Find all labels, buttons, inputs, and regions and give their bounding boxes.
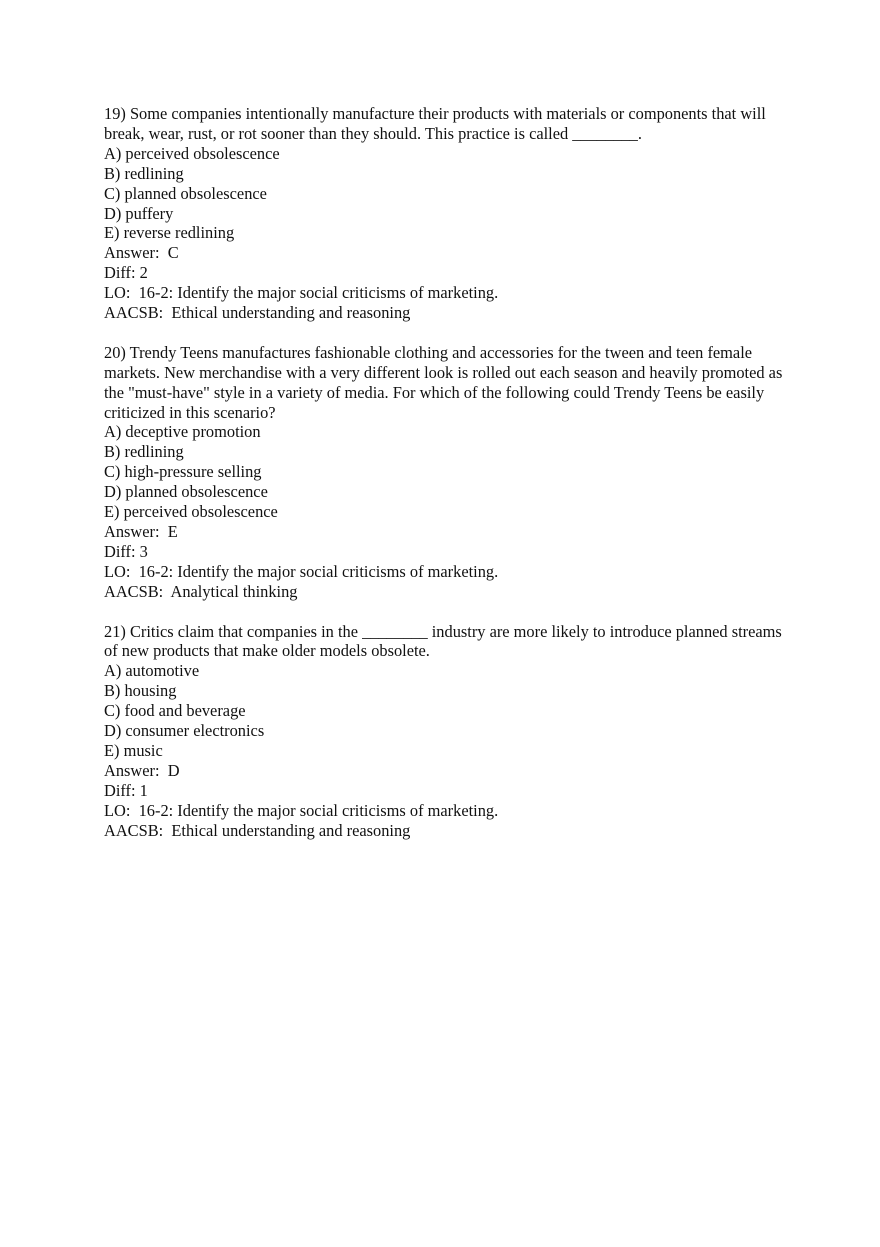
difficulty-line: Diff: 3: [104, 541, 148, 561]
question-stem: 21) Critics claim that companies in the ________ industry are more likely to introduce planned streams of new products that make older models obsolete.: [104, 621, 786, 661]
answer-line: Answer: C: [104, 243, 179, 263]
question-21: [104, 622, 784, 841]
aacsb-line: AACSB: Ethical understanding and reasoning: [104, 820, 411, 840]
option-e: E) music: [104, 740, 163, 760]
aacsb-line: AACSB: Analytical thinking: [104, 581, 298, 601]
learning-objective-line: LO: 16-2: Identify the major social criticisms of marketing.: [104, 283, 499, 303]
difficulty-line: Diff: 2: [104, 263, 148, 283]
document-page: [104, 104, 787, 860]
learning-objective-line: LO: 16-2: Identify the major social criticisms of marketing.: [104, 800, 499, 820]
option-a: A) perceived obsolescence: [104, 143, 280, 163]
option-b: B) redlining: [104, 442, 184, 462]
option-d: D) planned obsolescence: [104, 482, 268, 502]
question-stem: 20) Trendy Teens manufactures fashionable clothing and accessories for the tween and teen female markets. New merchandise with a very different look is rolled out each season and heavily promoted as the "must-have" style in a variety of media. For which of the following could Trendy Teens be easily criticized in this scenario?: [104, 342, 787, 422]
learning-objective-line: LO: 16-2: Identify the major social criticisms of marketing.: [104, 561, 499, 581]
option-d: D) consumer electronics: [104, 721, 265, 741]
option-b: B) redlining: [104, 163, 184, 183]
option-c: C) planned obsolescence: [104, 183, 267, 203]
option-a: A) automotive: [104, 661, 200, 681]
option-b: B) housing: [104, 681, 177, 701]
option-d: D) puffery: [104, 203, 174, 223]
question-stem: 19) Some companies intentionally manufacture their products with materials or components that will break, wear, rust, or rot sooner than they should. This practice is called ________.: [104, 104, 770, 143]
option-a: A) deceptive promotion: [104, 422, 261, 442]
option-c: C) food and beverage: [104, 701, 246, 721]
option-e: E) reverse redlining: [104, 223, 235, 243]
option-e: E) perceived obsolescence: [104, 502, 278, 522]
aacsb-line: AACSB: Ethical understanding and reasoning: [104, 303, 411, 323]
question-19: [104, 104, 784, 323]
answer-line: Answer: D: [104, 760, 180, 780]
option-c: C) high-pressure selling: [104, 462, 262, 482]
question-20: [104, 342, 787, 602]
difficulty-line: Diff: 1: [104, 780, 148, 800]
answer-line: Answer: E: [104, 522, 178, 542]
